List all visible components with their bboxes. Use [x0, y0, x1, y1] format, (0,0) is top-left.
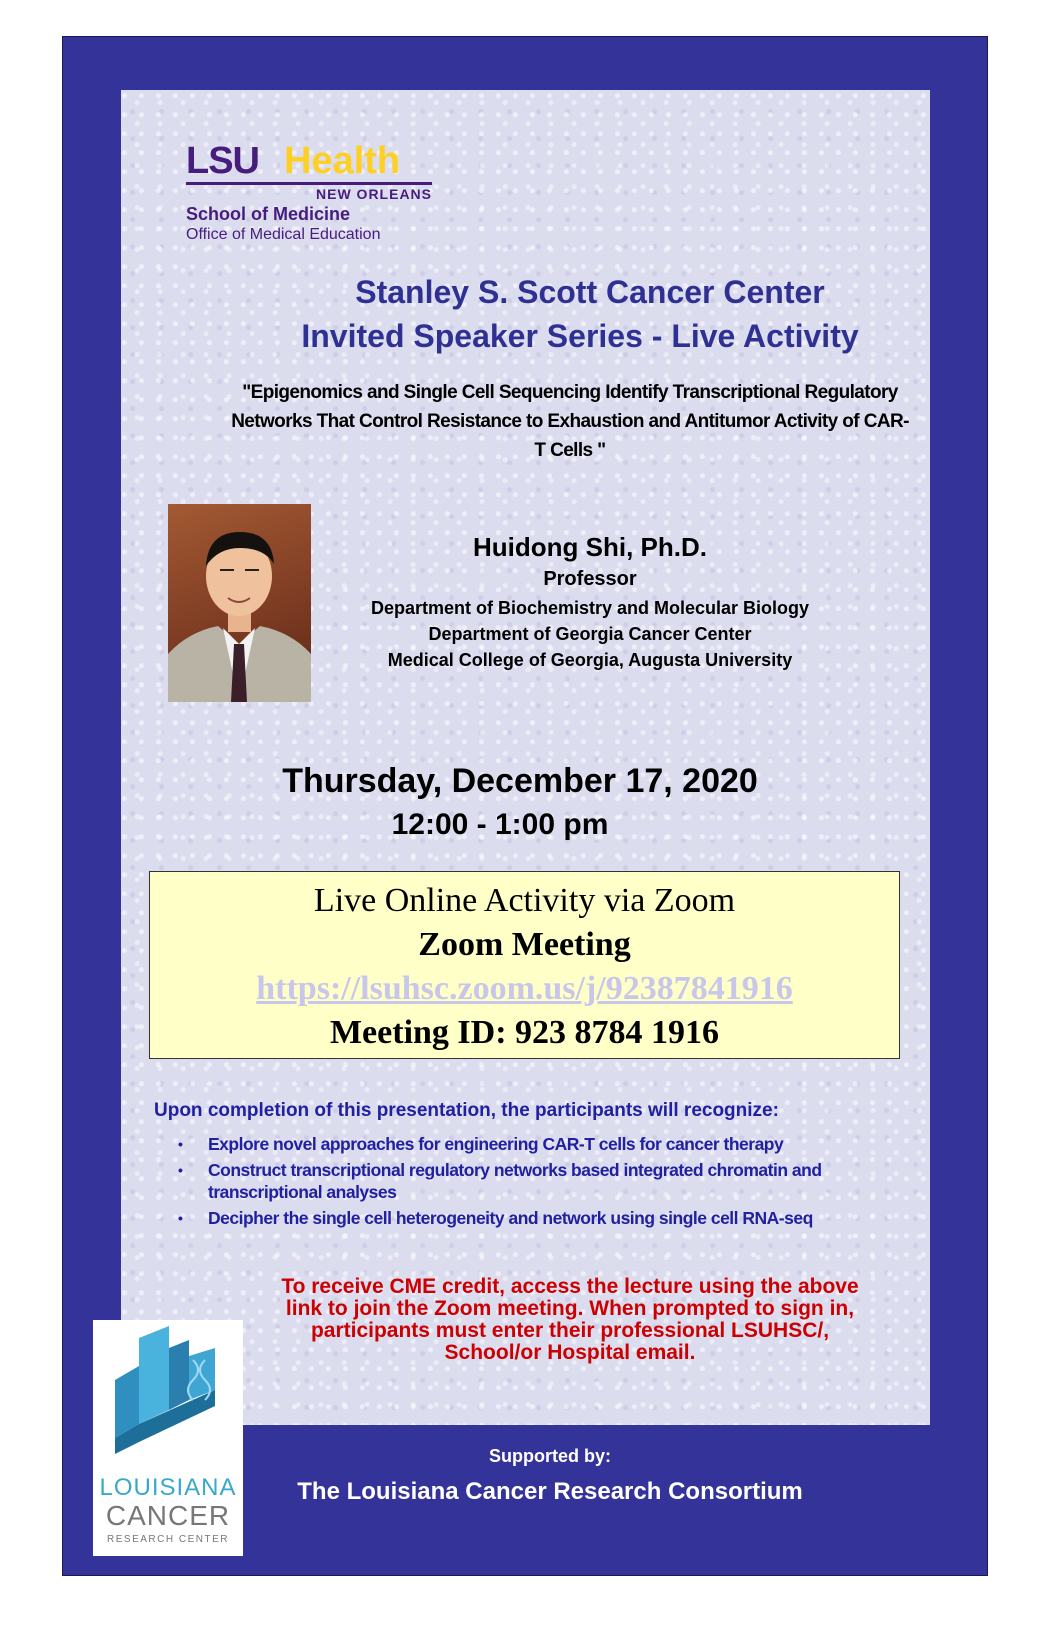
- objective-text: Construct transcriptional regulatory networks based integrated chromatin and transcriptional analyses: [208, 1160, 822, 1202]
- zoom-meeting-label: Zoom Meeting: [418, 926, 631, 963]
- bullet-icon: •: [178, 1210, 183, 1226]
- bullet-icon: •: [178, 1162, 183, 1178]
- objectives-intro: Upon completion of this presentation, the participants will recognize:: [154, 1100, 779, 1121]
- header-title-line2: Invited Speaker Series - Live Activity: [301, 318, 859, 354]
- logo-rule: [186, 182, 432, 185]
- speaker-affiliation: Medical College of Georgia, Augusta University: [387, 650, 793, 670]
- list-item: [172, 1207, 912, 1229]
- logo-office: Office of Medical Education: [186, 226, 381, 243]
- objective-text: Decipher the single cell heterogeneity and network using single cell RNA-seq: [208, 1208, 813, 1228]
- speaker-photo: [168, 504, 311, 702]
- logo-school-of-medicine: School of Medicine: [186, 204, 351, 224]
- header-title-line1: Stanley S. Scott Cancer Center: [355, 274, 825, 310]
- zoom-activity-label: Live Online Activity via Zoom: [313, 882, 736, 919]
- logo-new-orleans: NEW ORLEANS: [316, 186, 432, 202]
- lcrc-logo: [93, 1320, 243, 1556]
- list-item: [172, 1159, 912, 1203]
- logo-lsu-text: LSU: [186, 140, 259, 182]
- lcrc-logo-line1: LOUISIANA: [99, 1474, 237, 1501]
- sponsor-organization: The Louisiana Cancer Research Consortium: [297, 1478, 803, 1505]
- objectives-list: [172, 1133, 912, 1233]
- speaker-affiliation: Department of Georgia Cancer Center: [428, 624, 752, 644]
- lcrc-logo-line2: CANCER: [105, 1500, 231, 1531]
- speaker-affiliation: Department of Biochemistry and Molecular Biology: [370, 598, 810, 618]
- supported-by-label: Supported by:: [489, 1446, 611, 1466]
- objective-text: Explore novel approaches for engineering CAR-T cells for cancer therapy: [208, 1134, 784, 1154]
- logo-health-text: Health: [284, 140, 401, 182]
- building-icon: [93, 1320, 243, 1470]
- cme-notice: To receive CME credit, access the lecture using the above link to join the Zoom meeting. When prompted to sign in, participants must enter their professional LSUHSC/, School/or Hospital email.: [281, 1275, 859, 1364]
- speaker-portrait-icon: [168, 504, 311, 702]
- event-time: 12:00 - 1:00 pm: [391, 808, 609, 841]
- zoom-meeting-id: Meeting ID: 923 8784 1916: [329, 1014, 720, 1051]
- list-item: [172, 1133, 912, 1155]
- lsu-health-logo: [186, 142, 446, 252]
- zoom-info-box: [149, 871, 900, 1059]
- talk-title: "Epigenomics and Single Cell Sequencing Identify Transcriptional Regulatory Networks That Control Resistance to Exhaustion and Antitumor Activity of CAR-T Cells ": [231, 382, 909, 461]
- speaker-title: Professor: [543, 568, 637, 590]
- event-date: Thursday, December 17, 2020: [282, 762, 758, 800]
- bullet-icon: •: [178, 1136, 183, 1152]
- speaker-name: Huidong Shi, Ph.D.: [473, 532, 707, 562]
- lcrc-logo-line3: RESEARCH CENTER: [107, 1534, 229, 1545]
- zoom-meeting-link[interactable]: https://lsuhsc.zoom.us/j/92387841916: [256, 970, 793, 1007]
